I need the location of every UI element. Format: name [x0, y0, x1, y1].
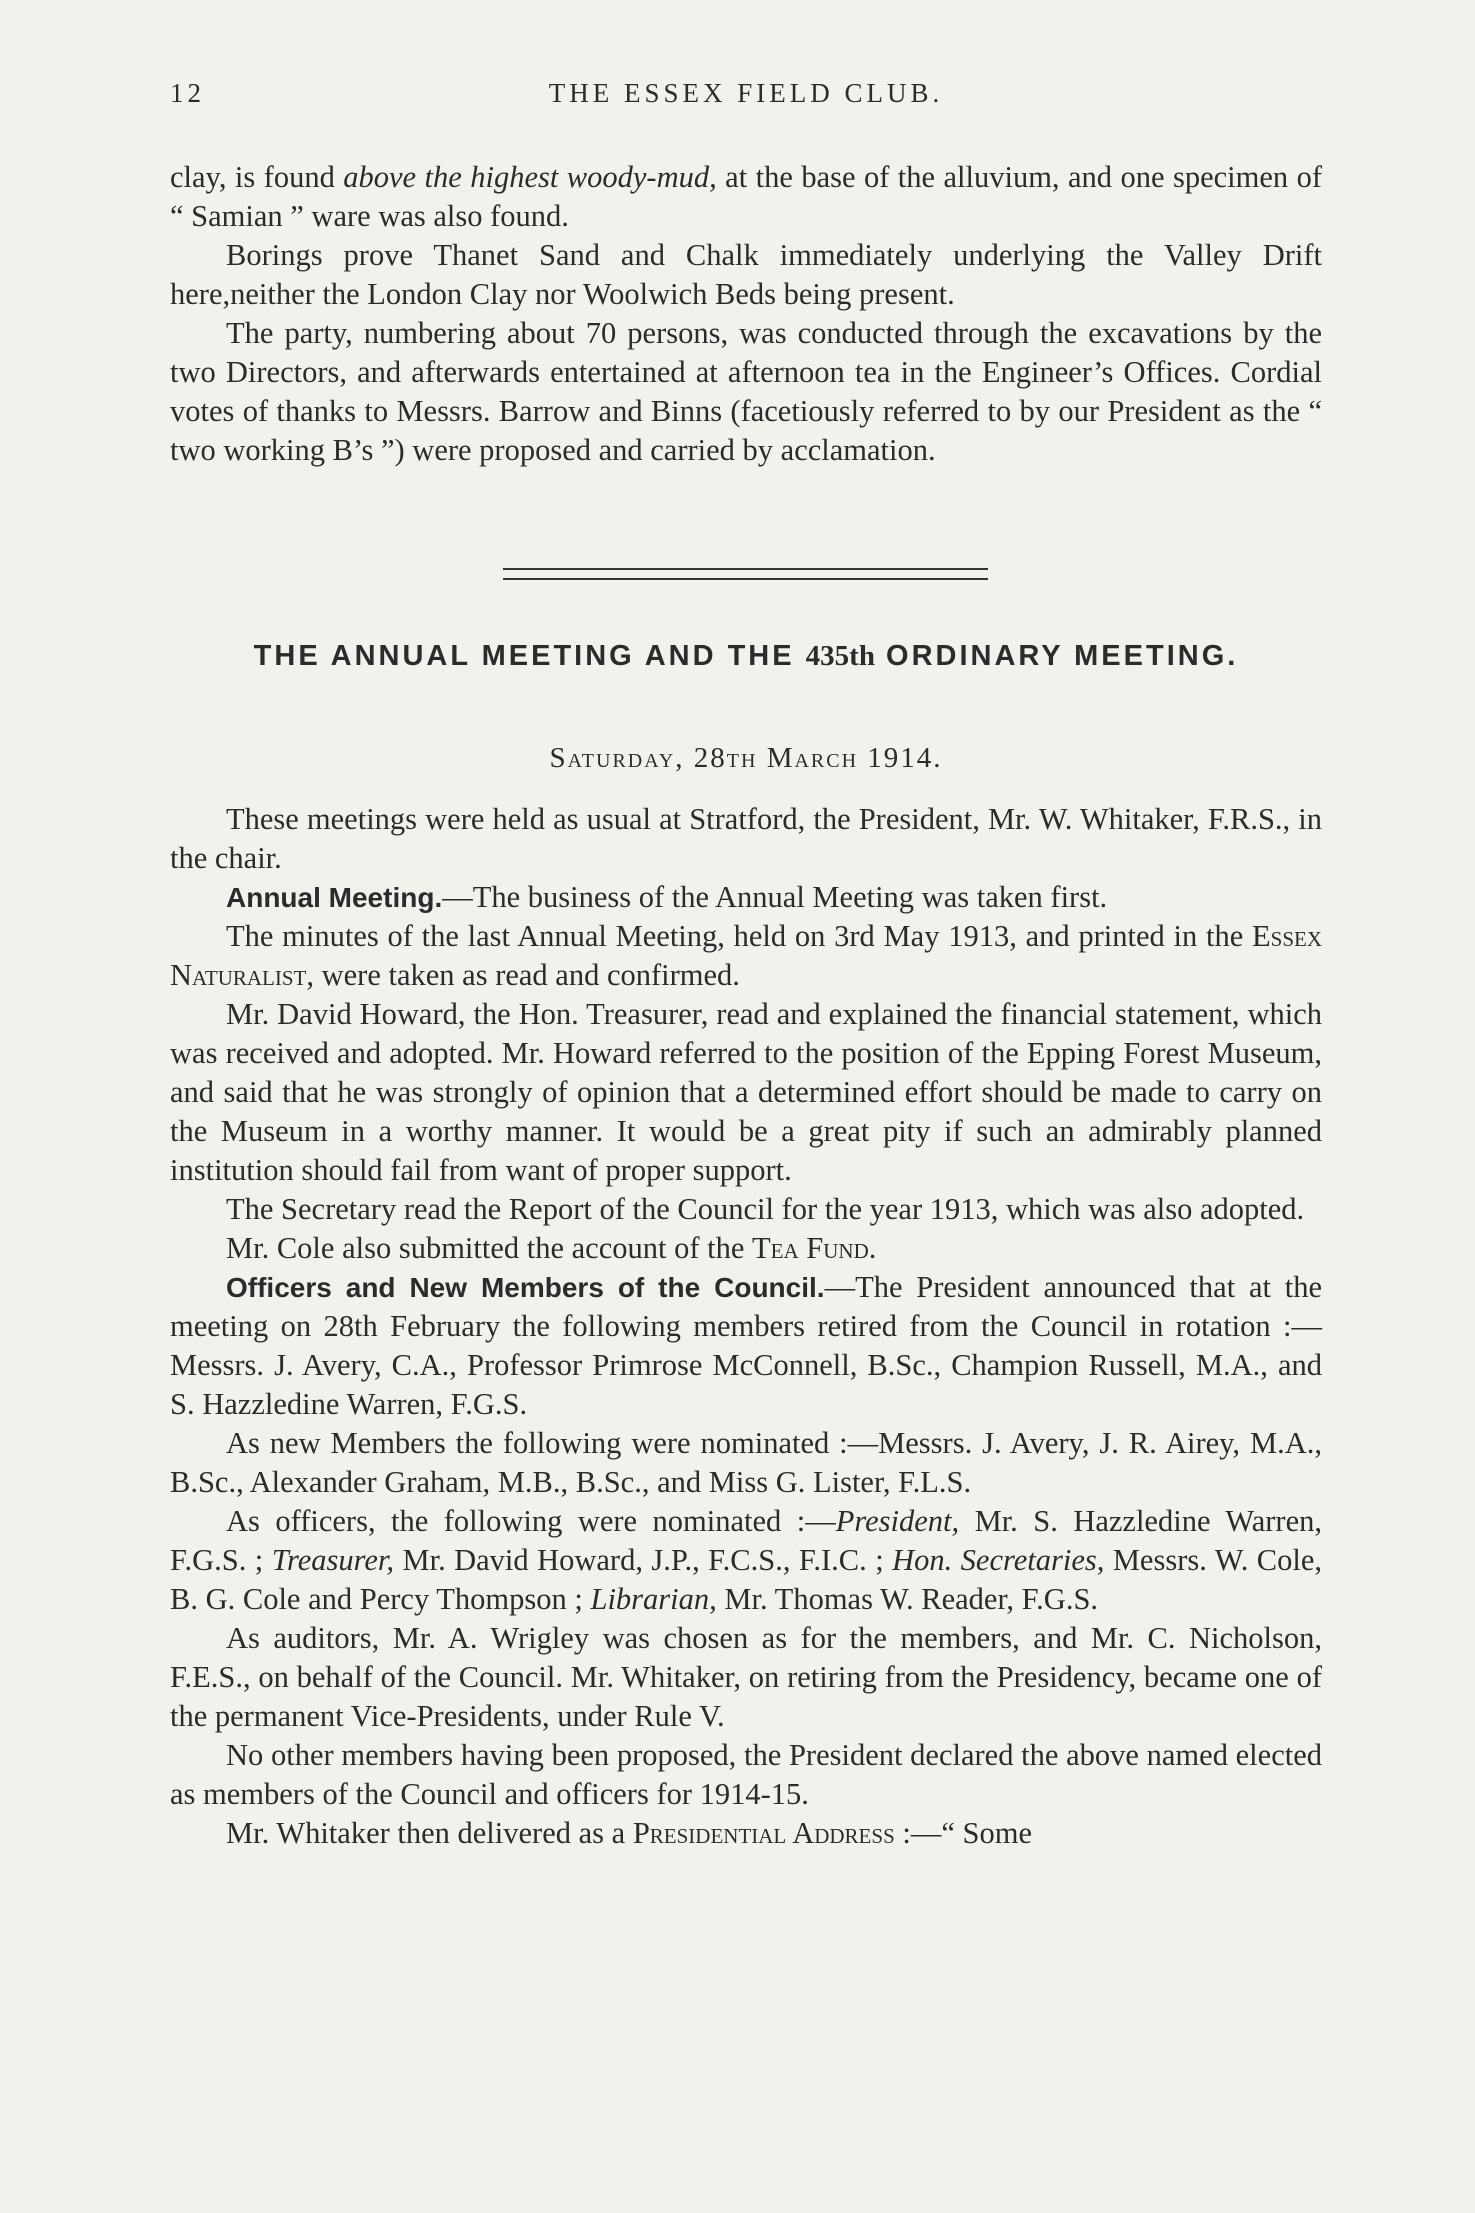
section-divider	[503, 568, 988, 580]
page-number: 12	[170, 78, 205, 108]
run-in-heading: Officers and New Members of the Council.	[226, 1272, 825, 1303]
paragraph: Mr. Whitaker then delivered as a Presidential Address :—“ Some	[226, 1816, 1032, 1850]
section-heading: THE ANNUAL MEETING AND THE 435th ORDINARY MEETING.	[253, 640, 1239, 672]
running-header	[170, 78, 1322, 118]
paragraph: clay, is found above the highest woody-mud, at the base of the alluvium, and one specimen of “ Samian ” ware was also found.	[170, 160, 1322, 233]
paragraph: The minutes of the last Annual Meeting, held on 3rd May 1913, and printed in the Essex Naturalist, were taken as read and confirmed.	[170, 919, 1322, 992]
paragraph: No other members having been proposed, the President declared the above named elected as members of the Council and officers for 1914-15.	[170, 1738, 1322, 1811]
paragraph: As new Members the following were nominated :—Messrs. J. Avery, J. R. Airey, M.A., B.Sc., Alexander Graham, M.B., B.Sc., and Miss G. Lister, F.L.S.	[170, 1426, 1322, 1499]
paragraph: As officers, the following were nominated :—President, Mr. S. Hazzledine Warren, F.G.S. ; Treasurer, Mr. David Howard, J.P., F.C.S., F.I.C. ; Hon. Secretaries, Messrs. W. Cole, B. G. Cole and Percy Thompson ; Librarian, Mr. Thomas W. Reader, F.G.S.	[170, 1504, 1323, 1616]
paragraph: Annual Meeting.—The business of the Annual Meeting was taken first.	[226, 880, 1108, 914]
run-in-heading: Annual Meeting.	[226, 882, 443, 913]
paragraph: Mr. Cole also submitted the account of the Tea Fund.	[226, 1231, 877, 1265]
paragraph: The Secretary read the Report of the Council for the year 1913, which was also adopted.	[226, 1192, 1305, 1226]
meeting-date: Saturday, 28th March 1914.	[549, 742, 943, 774]
top-section	[170, 158, 1322, 470]
meeting-section	[170, 800, 1322, 1853]
paragraph: These meetings were held as usual at Stratford, the President, Mr. W. Whitaker, F.R.S., in the chair.	[170, 802, 1322, 875]
paragraph: Mr. David Howard, the Hon. Treasurer, read and explained the financial statement, which was received and adopted. Mr. Howard referred to the position of the Epping Forest Museum, and said that he was strongly of opinion that a determined effort should be made to carry on the Museum in a worthy manner. It would be a great pity if such an admirably planned institution should fail from want of proper support.	[170, 997, 1322, 1187]
paragraph: The party, numbering about 70 persons, was conducted through the excavations by the two Directors, and afterwards entertained at afternoon tea in the Engineer’s Offices. Cordial votes of thanks to Messrs. Barrow and Binns (facetiously referred to by our President as the “ two working B’s ”) were proposed and carried by acclamation.	[170, 316, 1322, 467]
paragraph: As auditors, Mr. A. Wrigley was chosen as for the members, and Mr. C. Nicholson, F.E.S., on behalf of the Council. Mr. Whitaker, on retiring from the Presidency, became one of the permanent Vice-Presidents, under Rule V.	[170, 1621, 1322, 1733]
paragraph: Officers and New Members of the Council.—The President announced that at the meeting on 28th February the following members retired from the Council in rotation :—Messrs. J. Avery, C.A., Professor Primrose McConnell, B.Sc., Champion Russell, M.A., and S. Hazzledine Warren, F.G.S.	[170, 1270, 1322, 1421]
paragraph: Borings prove Thanet Sand and Chalk immediately underlying the Valley Drift here,neither the London Clay nor Woolwich Beds being present.	[170, 238, 1322, 311]
running-title: THE ESSEX FIELD CLUB.	[548, 78, 944, 108]
